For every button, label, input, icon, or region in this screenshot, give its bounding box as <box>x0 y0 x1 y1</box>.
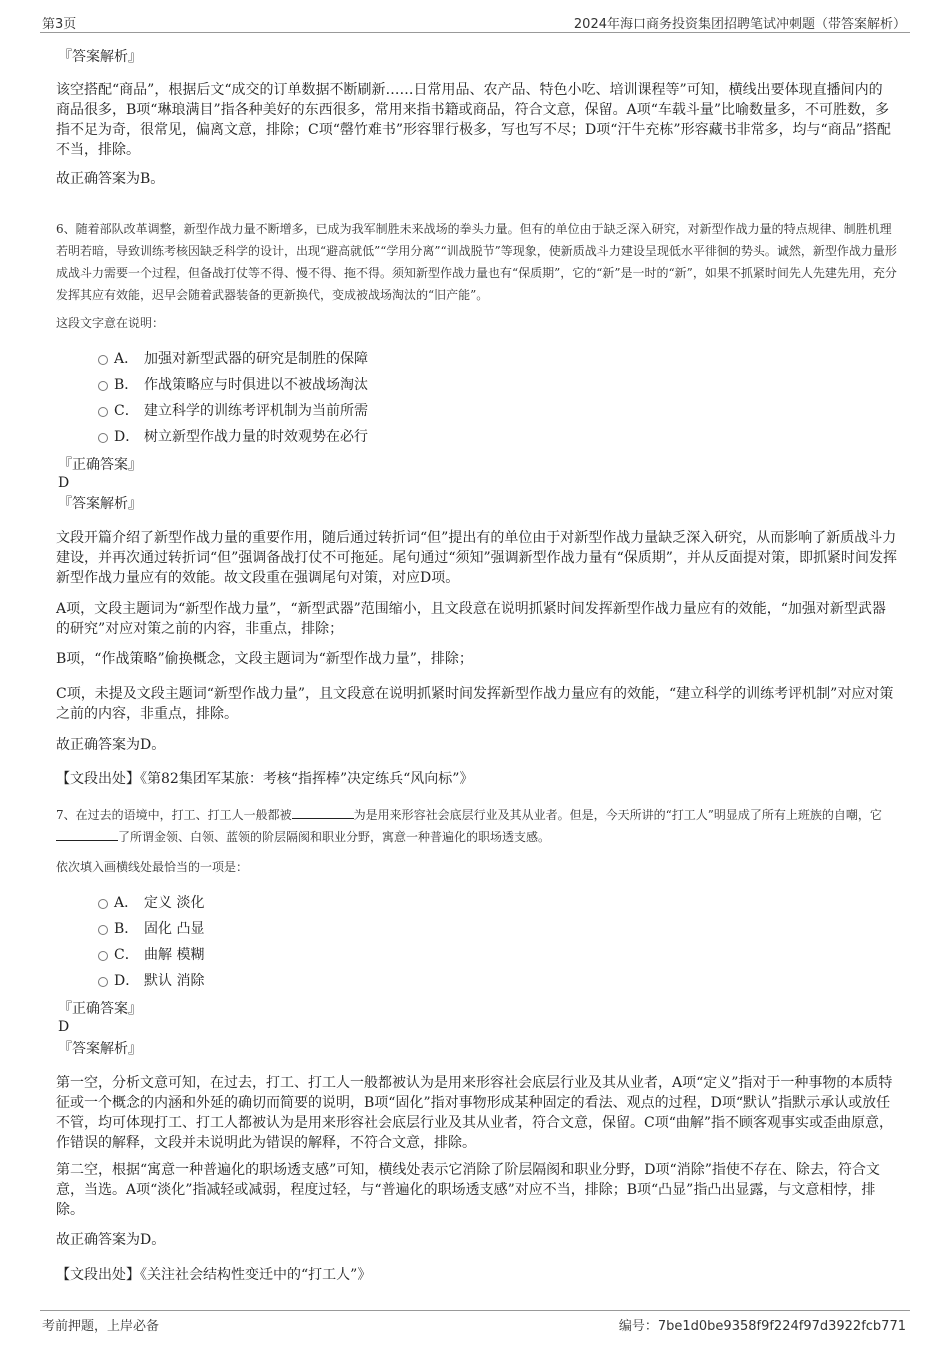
q7-source: 【文段出处】《关注社会结构性变迁中的“打工人”》 <box>56 1267 372 1283</box>
radio-icon[interactable] <box>98 951 108 961</box>
q6-analysis-4: C项，未提及文段主题词“新型作战力量”，且文段意在说明抓紧时间发挥新型作战力量应有的效能，“建立科学的训练考评机制”对应对策之前的内容，非重点，排除。 <box>56 686 894 722</box>
q6-options <box>56 346 368 450</box>
q6-option-c[interactable]: C． 建立科学的训练考评机制为当前所需 <box>56 398 368 424</box>
radio-icon[interactable] <box>98 925 108 935</box>
q6-analysis-1: 文段开篇介绍了新型作战力量的重要作用，随后通过转折词“但”提出有的单位由于对新型作战力量缺乏深入研究，从而影响了新质战斗力建设，并再次通过转折词“但”强调备战打仗不可拖延。尾句通过“须知”强调新型作战力量有“保质期”，并从反面提对策，即抓紧时间发挥新型作战力量应有的效能。故文段重在强调尾句对策，对应D项。 <box>56 530 897 586</box>
q7-option-c[interactable]: C． 曲解 模糊 <box>56 942 204 968</box>
q6-analysis-3: B项，“作战策略”偷换概念，文段主题词为“新型作战力量”，排除； <box>56 651 473 667</box>
q6-option-a[interactable]: A． 加强对新型武器的研究是制胜的保障 <box>56 346 368 372</box>
page-number: 第3页 <box>42 17 77 32</box>
q6-option-b[interactable]: B． 作战策略应与时俱进以不被战场淘汰 <box>56 372 368 398</box>
blank-1 <box>292 806 354 819</box>
q7-question: 依次填入画横线处最恰当的一项是： <box>56 860 249 874</box>
q6-answer: D <box>58 475 70 491</box>
document-code: 编号：7be1d0be9358f9f224f97d3922fcb771 <box>618 1319 906 1334</box>
q7-stem: 7、在过去的语境中，打工、打工人一般都被 为是用来形容社会底层行业及其从业者。但是，今天所讲的“打工人”明显成了所有上班族的自嘲，它了所谓金领、白领、蓝领的阶层隔阂和职业分野，寓意一种普遍化的职场透支感。 <box>56 808 882 844</box>
q5-analysis: 该空搭配“商品”，根据后文“成交的订单数据不断刷新……日常用品、农产品、特色小吃、培训课程等”可知，横线出要体现直播间内的商品很多，B项“琳琅满目”指各种美好的东西很多，常用来指书籍或商品，符合文意，保留。A项“车载斗量”比喻数量多，不可胜数，多指不足为奇，很常见，偏离文意，排除；C项“罄竹难书”形容罪行极多，写也写不尽；D项“汗牛充栋”形容藏书非常多，均与“商品”搭配不当，排除。 <box>56 82 891 158</box>
footer-slogan: 考前押题，上岸必备 <box>42 1319 160 1334</box>
blank-2 <box>56 828 118 841</box>
q6-stem: 6、随着部队改革调整，新型作战力量不断增多，已成为我军制胜未来战场的拳头力量。但有的单位由于缺乏深入研究，对新型作战力量的特点规律、制胜机理若明若暗，导致训练考核因缺乏科学的设计，出现“避高就低”“学用分离”“训战脱节”等现象，使新质战斗力建设呈现低水平徘徊的势头。诚然，新型作战力量形成战斗力需要一个过程，但备战打仗等不得、慢不得、拖不得。须知新型作战力量也有“保质期”，它的“新”是一时的“新”，如果不抓紧时间先人先建先用，充分发挥其应有效能，迟早会随着武器装备的更新换代，变成被战场淘汰的“旧产能”。 <box>56 222 897 302</box>
q7-analysis-1: 第一空，分析文意可知，在过去，打工、打工人一般都被认为是用来形容社会底层行业及其从业者，A项“定义”指对于一种事物的本质特征或一个概念的内涵和外延的确切而简要的说明，B项“固化”指对事物形成某种固定的看法、观点的过程，D项“默认”指默示承认或放任不管，均可体现打工、打工人都被认为是用来形容社会底层行业及其从业者，符合文意，保留。C项“曲解”指不顾客观事实或歪曲原意，作错误的解释，文段并未说明此为错误的解释，不符合文意，排除。 <box>56 1075 894 1151</box>
q6-option-d[interactable]: D． 树立新型作战力量的时效观势在必行 <box>56 424 368 450</box>
q6-analysis-label: 『答案解析』 <box>58 496 142 512</box>
radio-icon[interactable] <box>98 355 108 365</box>
q7-option-a[interactable]: A． 定义 淡化 <box>56 890 204 916</box>
q7-answer: D <box>58 1019 70 1035</box>
document-title: 2024年海口商务投资集团招聘笔试冲刺题（带答案解析） <box>573 17 906 32</box>
q6-analysis-5: 故正确答案为D。 <box>56 737 166 753</box>
q7-options <box>56 890 204 994</box>
q7-analysis-2: 第二空，根据“寓意一种普遍化的职场透支感”可知，横线处表示它消除了阶层隔阂和职业分野，D项“消除”指使不存在、除去，符合文意，当选。A项“淡化”指减轻或减弱，程度过轻，与“普遍化的职场透支感”对应不当，排除；B项“凸显”指凸出显露，与文意相悖，排除。 <box>56 1162 880 1218</box>
radio-icon[interactable] <box>98 899 108 909</box>
q7-option-b[interactable]: B． 固化 凸显 <box>56 916 204 942</box>
q7-analysis-label: 『答案解析』 <box>58 1041 142 1057</box>
q6-answer-label: 『正确答案』 <box>58 457 142 473</box>
q6-question: 这段文字意在说明： <box>56 316 165 330</box>
radio-icon[interactable] <box>98 407 108 417</box>
q5-analysis-label: 『答案解析』 <box>58 49 142 65</box>
q7-answer-label: 『正确答案』 <box>58 1001 142 1017</box>
q6-analysis-2: A项，文段主题词为“新型作战力量”，“新型武器”范围缩小，且文段意在说明抓紧时间发挥新型作战力量应有的效能，“加强对新型武器的研究”对应对策之前的内容，非重点，排除； <box>56 601 886 637</box>
radio-icon[interactable] <box>98 977 108 987</box>
radio-icon[interactable] <box>98 381 108 391</box>
q7-analysis-3: 故正确答案为D。 <box>56 1232 166 1248</box>
page-header <box>40 10 910 33</box>
q6-source: 【文段出处】《第82集团军某旅：考核“指挥棒”决定练兵“风向标”》 <box>56 771 474 787</box>
q7-option-d[interactable]: D． 默认 消除 <box>56 968 204 994</box>
page-footer <box>40 1310 910 1335</box>
q5-conclusion: 故正确答案为B。 <box>56 171 165 187</box>
radio-icon[interactable] <box>98 433 108 443</box>
